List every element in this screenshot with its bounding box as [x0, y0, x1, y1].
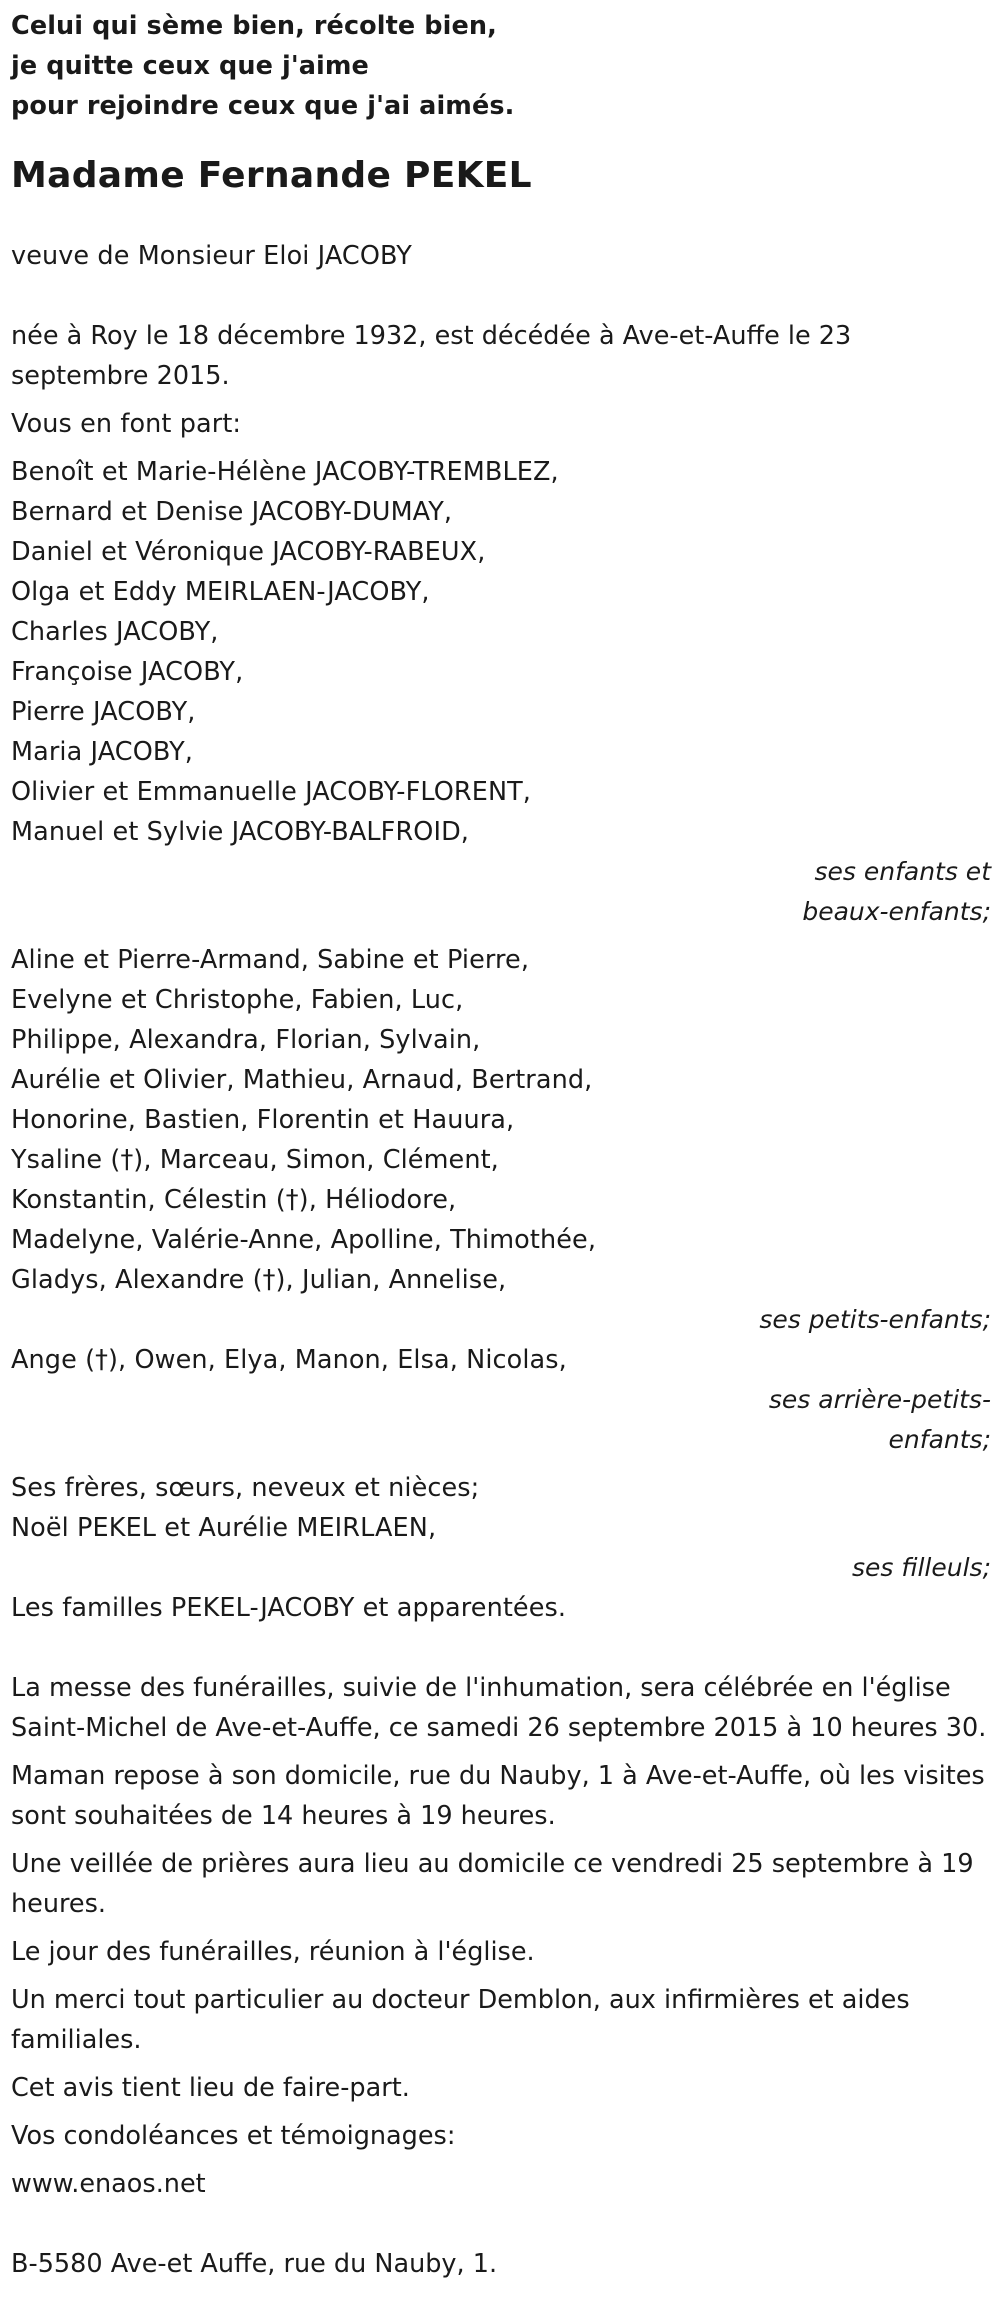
list-item: Gladys, Alexandre (†), Julian, Annelise,	[11, 1265, 507, 1295]
list-item: Aline et Pierre-Armand, Sabine et Pierre,	[11, 945, 530, 975]
poem-line: Celui qui sème bien, récolte bien,	[11, 11, 497, 41]
list-item: Maria JACOBY,	[11, 737, 193, 767]
list-item: Manuel et Sylvie JACOBY-BALFROID,	[11, 817, 470, 847]
website-text: www.enaos.net	[11, 2169, 206, 2199]
poem	[11, 6, 991, 126]
list-item: Daniel et Véronique JACOBY-RABEUX,	[11, 537, 486, 567]
widow-line: veuve de Monsieur Eloi JACOBY	[11, 241, 412, 271]
list-item: Honorine, Bastien, Florentin et Hauura,	[11, 1105, 515, 1135]
funeral-text: La messe des funérailles, suivie de l'inhumation, sera célébrée en l'église Saint-Michel de Ave-et-Auffe, ce samedi 26 septembre 2015 à 10 heures 30.	[11, 1673, 987, 1743]
condolences-text: Vos condoléances et témoignages:	[11, 2121, 456, 2151]
siblings-line: Ses frères, sœurs, neveux et nièces;	[11, 1473, 480, 1503]
role-line: ses arrière-petits-	[768, 1385, 991, 1414]
grandchildren-role: ses petits-enfants;	[759, 1305, 991, 1334]
great-grandchildren-line: Ange (†), Owen, Elya, Manon, Elsa, Nicolas,	[11, 1345, 567, 1375]
godchildren-role: ses filleuls;	[851, 1553, 991, 1582]
list-item: Françoise JACOBY,	[11, 657, 244, 687]
list-item: Evelyne et Christophe, Fabien, Luc,	[11, 985, 464, 1015]
grandchildren-list	[11, 940, 991, 1300]
list-item: Madelyne, Valérie-Anne, Apolline, Thimothée,	[11, 1225, 597, 1255]
list-item: Philippe, Alexandra, Florian, Sylvain,	[11, 1025, 481, 1055]
meeting-text: Le jour des funérailles, réunion à l'église.	[11, 1937, 535, 1967]
obituary-notice	[11, 6, 991, 2284]
great-grandchildren-role	[11, 1380, 991, 1460]
poem-line: je quitte ceux que j'aime	[11, 51, 369, 81]
list-item: Pierre JACOBY,	[11, 697, 196, 727]
thanks-text: Un merci tout particulier au docteur Demblon, aux infirmières et aides familiales.	[11, 1985, 910, 2055]
list-item: Bernard et Denise JACOBY-DUMAY,	[11, 497, 453, 527]
families-line: Les familles PEKEL-JACOBY et apparentées.	[11, 1593, 567, 1623]
list-item: Olivier et Emmanuelle JACOBY-FLORENT,	[11, 777, 531, 807]
vigil-text: Une veillée de prières aura lieu au domicile ce vendredi 25 septembre à 19 heures.	[11, 1849, 974, 1919]
intro-text: Vous en font part:	[11, 409, 242, 439]
birth-death-text: née à Roy le 18 décembre 1932, est décédée à Ave-et-Auffe le 23 septembre 2015.	[11, 321, 852, 391]
notice-text: Cet avis tient lieu de faire-part.	[11, 2073, 410, 2103]
role-line: enfants;	[888, 1425, 991, 1454]
role-line: ses enfants et	[814, 857, 991, 886]
role-line: beaux-enfants;	[802, 897, 991, 926]
list-item: Konstantin, Célestin (†), Héliodore,	[11, 1185, 457, 1215]
list-item: Aurélie et Olivier, Mathieu, Arnaud, Bertrand,	[11, 1065, 593, 1095]
children-role	[11, 852, 991, 932]
list-item: Olga et Eddy MEIRLAEN-JACOBY,	[11, 577, 430, 607]
list-item: Ysaline (†), Marceau, Simon, Clément,	[11, 1145, 499, 1175]
godchildren-line: Noël PEKEL et Aurélie MEIRLAEN,	[11, 1513, 437, 1543]
visits-text: Maman repose à son domicile, rue du Nauby, 1 à Ave-et-Auffe, où les visites sont souhaitées de 14 heures à 19 heures.	[11, 1761, 985, 1831]
deceased-name: Madame Fernande PEKEL	[11, 155, 532, 196]
list-item: Benoît et Marie-Hélène JACOBY-TREMBLEZ,	[11, 457, 559, 487]
poem-line: pour rejoindre ceux que j'ai aimés.	[11, 91, 515, 121]
address-text: B-5580 Ave-et Auffe, rue du Nauby, 1.	[11, 2249, 498, 2279]
children-list	[11, 452, 991, 852]
list-item: Charles JACOBY,	[11, 617, 219, 647]
